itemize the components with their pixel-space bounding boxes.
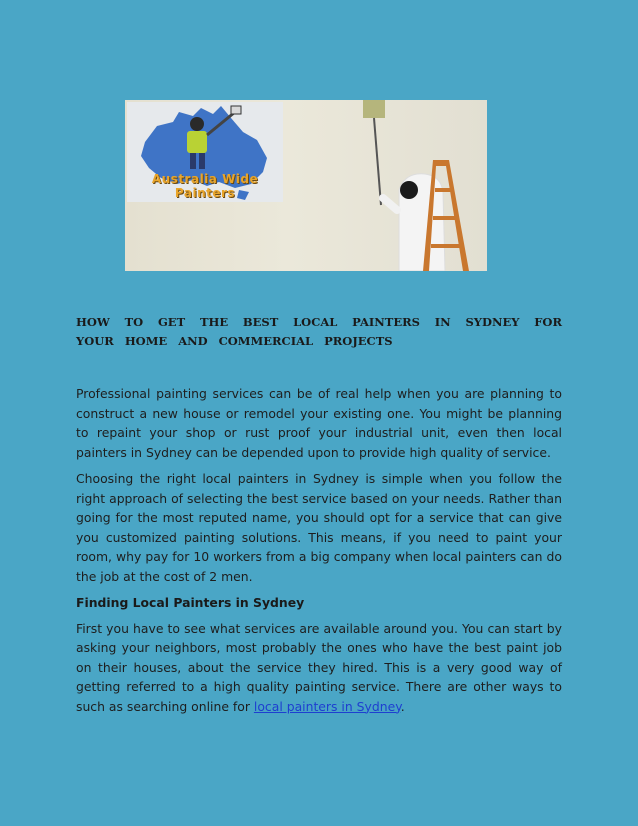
paragraph-3-text: First you have to see what services are available around you. You can start by asking your neighbors, most probably the ones who have the best paint job on their houses, about the service they hired. This is a very good way of getting referred to a high quality painting service. There are other ways to such as searching online for: [76, 620, 562, 714]
painter-with-roller-illustration: [345, 100, 487, 271]
article-heading: HOW TO GET THE BEST LOCAL PAINTERS IN SYDNEY FOR YOUR HOME AND COMMERCIAL PROJECTS: [76, 315, 562, 348]
paragraph-1: Professional painting services can be of real help when you are planning to construct a new house or remodel your existing one. You might be planning to repaint your shop or rust proof your industrial unit, even then local painters in Sydney can be depended upon to provide high quality of service.: [76, 386, 562, 460]
local-painters-link[interactable]: local painters in Sydney: [253, 698, 401, 714]
paragraph-3: [76, 619, 562, 717]
logo-text-line1: Australia Wide: [151, 172, 259, 186]
company-logo: [127, 102, 283, 202]
article-body: [76, 384, 562, 723]
paragraph-3-end: .: [400, 698, 405, 714]
logo-text-line2: Painters: [174, 186, 236, 200]
hero-image: [125, 100, 487, 271]
section-subheading: Finding Local Painters in Sydney: [76, 595, 305, 610]
paragraph-2: Choosing the right local painters in Sydney is simple when you follow the right approach of selecting the best service based on your needs. Rather than going for the most reputed name, you should opt for a service that can give you customized painting solutions. This means, if you need to paint your room, why pay for 10 workers from a big company when local painters can do the job at the cost of 2 men.: [76, 471, 562, 584]
